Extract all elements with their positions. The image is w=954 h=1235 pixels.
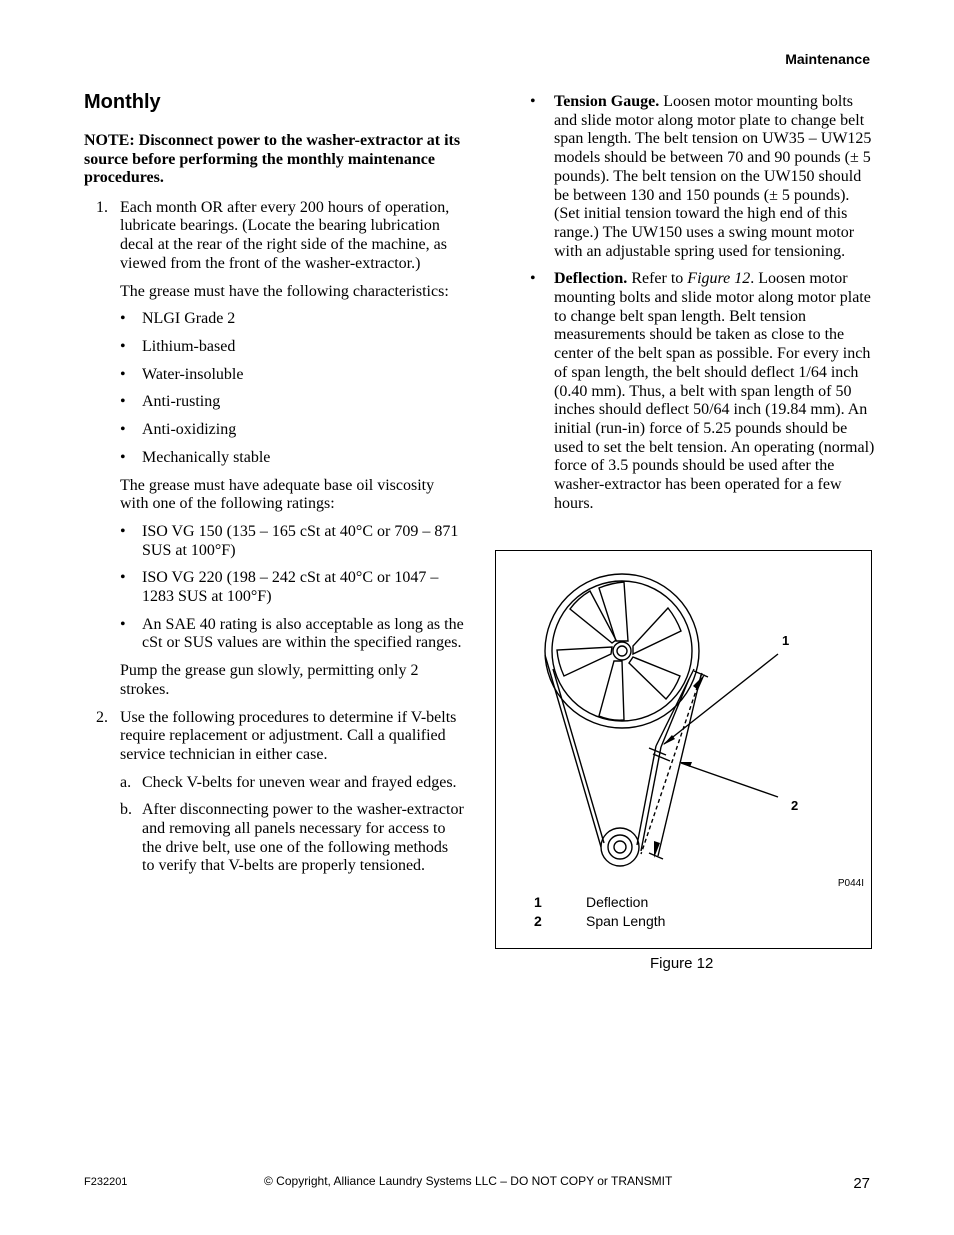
safety-note: NOTE: Disconnect power to the washer-extractor at its source before performing the monthly maintenance procedures. xyxy=(84,132,461,187)
legend-number: 1 xyxy=(534,894,542,910)
step-number: 2. xyxy=(96,708,108,726)
belt-deflection-diagram xyxy=(496,551,871,948)
figure-reference[interactable]: Figure 12 xyxy=(687,270,751,288)
bullet-icon: • xyxy=(120,421,126,439)
bullet-icon: • xyxy=(120,365,126,383)
list-item: • Lithium-based xyxy=(120,338,236,355)
small-pulley xyxy=(601,828,639,866)
bullet-icon: • xyxy=(120,569,126,587)
bullet-icon: • xyxy=(530,93,536,110)
step-text: Each month OR after every 200 hours of operation, lubricate bearings. (Locate the bearing lubrication decal at the rear of the right side of the machine, as viewed from the front of the washer-extractor.) xyxy=(120,198,450,272)
section-heading: Monthly xyxy=(84,91,161,113)
list-item: • Anti-rusting xyxy=(120,393,221,411)
pump-note: Pump the grease gun slowly, permitting only 2 strokes. xyxy=(120,662,419,698)
substep-label: a. xyxy=(120,773,132,791)
list-item: • An SAE 40 rating is also acceptable as long as the cSt or SUS values are within the specified ranges. xyxy=(120,615,464,652)
doc-number: F232201 xyxy=(84,1176,128,1188)
copyright-notice: © Copyright, Alliance Laundry Systems LLC – DO NOT COPY or TRANSMIT xyxy=(264,1174,673,1188)
callout-2: 2 xyxy=(791,798,799,813)
callout-1: 1 xyxy=(782,633,790,648)
figure-12 xyxy=(495,550,872,949)
bullet-icon: • xyxy=(120,448,126,466)
list-item: • NLGI Grade 2 xyxy=(120,310,236,328)
list-item: • Water-insoluble xyxy=(120,365,244,383)
tension-gauge-method xyxy=(530,93,875,261)
bullet-icon: • xyxy=(120,310,126,328)
deflection-method: • Deflection. Refer to Figure 12. Loosen motor mounting bolts and slide motor along motor plate to change belt span length. Belt tension measurements should be taken as close to the center of the belt span as possible. For every inch of span length, the belt should deflect 1/64 inch (0.40 mm). Thus, a belt with span length of 50 inches should deflect 50/64 inch (19.84 mm). An initial (run-in) force of 5.25 pounds should be used to set the belt tension. An operating (normal) force of 3.5 pounds should be used after the washer-extractor has been operated for a few hours. xyxy=(530,270,875,512)
substep-text: After disconnecting power to the washer-extractor and removing all panels necessary for access to the drive belt, use one of the following methods to verify that V-belts are properly tensioned. xyxy=(142,801,464,875)
left-column xyxy=(84,90,464,885)
arrow-head xyxy=(679,762,692,767)
bullet-icon: • xyxy=(120,522,126,540)
legend-label: Deflection xyxy=(586,894,649,910)
list-item: • Mechanically stable xyxy=(120,448,271,466)
bullet-icon: • xyxy=(530,270,536,288)
running-header: Maintenance xyxy=(785,51,870,67)
figure-caption: Figure 12 xyxy=(650,955,714,972)
step-2 xyxy=(84,709,464,765)
pulley-spokes xyxy=(557,582,681,720)
bullet-icon: • xyxy=(120,615,126,633)
method-text: Loosen motor mounting bolts and slide motor along motor plate to change belt span length. The belt tension on UW35 – UW125 models should be between 70 and 90 pounds (± 5 pounds). The belt tension on the UW150 should be between 130 and 150 pounds (± 5 pounds). (Set initial tension toward the high end of this range.) The UW150 uses a swing mount motor with an adjustable spring used for tensioning. xyxy=(554,93,872,260)
legend-item xyxy=(534,893,665,912)
method-title: Tension Gauge. xyxy=(554,93,660,110)
step-number: 1. xyxy=(96,198,108,216)
callout-2-leader xyxy=(681,763,778,797)
v-belt xyxy=(545,655,694,851)
substep-label: b. xyxy=(120,801,132,819)
step-1 xyxy=(84,199,464,274)
substep-a xyxy=(84,774,464,793)
legend-item xyxy=(534,912,665,931)
list-item: • ISO VG 220 (198 – 242 cSt at 40°C or 1047 – 1283 SUS at 100°F) xyxy=(120,569,439,606)
method-title: Deflection. xyxy=(554,270,628,288)
bullet-icon: • xyxy=(120,338,126,355)
pulley-rim xyxy=(552,581,692,721)
step-text: Use the following procedures to determine if V-belts require replacement or adjustment. Call a qualified service technician in either case. xyxy=(120,708,457,763)
list-item: • ISO VG 150 (135 – 165 cSt at 40°C or 709 – 871 SUS at 100°F) xyxy=(120,522,459,559)
pulley-hub xyxy=(613,642,631,660)
viscosity-intro: The grease must have adequate base oil viscosity with one of the following ratings: xyxy=(120,476,435,513)
list-item: • Anti-oxidizing xyxy=(120,421,237,439)
grease-intro: The grease must have the following characteristics: xyxy=(120,282,449,300)
substep-text: Check V-belts for uneven wear and frayed edges. xyxy=(142,773,457,791)
substep-b xyxy=(84,801,464,876)
legend-number: 2 xyxy=(534,913,542,929)
right-column xyxy=(530,93,875,522)
figure-code: P044I xyxy=(837,878,864,889)
legend-label: Span Length xyxy=(586,913,666,929)
bullet-icon: • xyxy=(120,393,126,411)
page-number: 27 xyxy=(853,1175,870,1192)
figure-legend xyxy=(534,893,665,931)
